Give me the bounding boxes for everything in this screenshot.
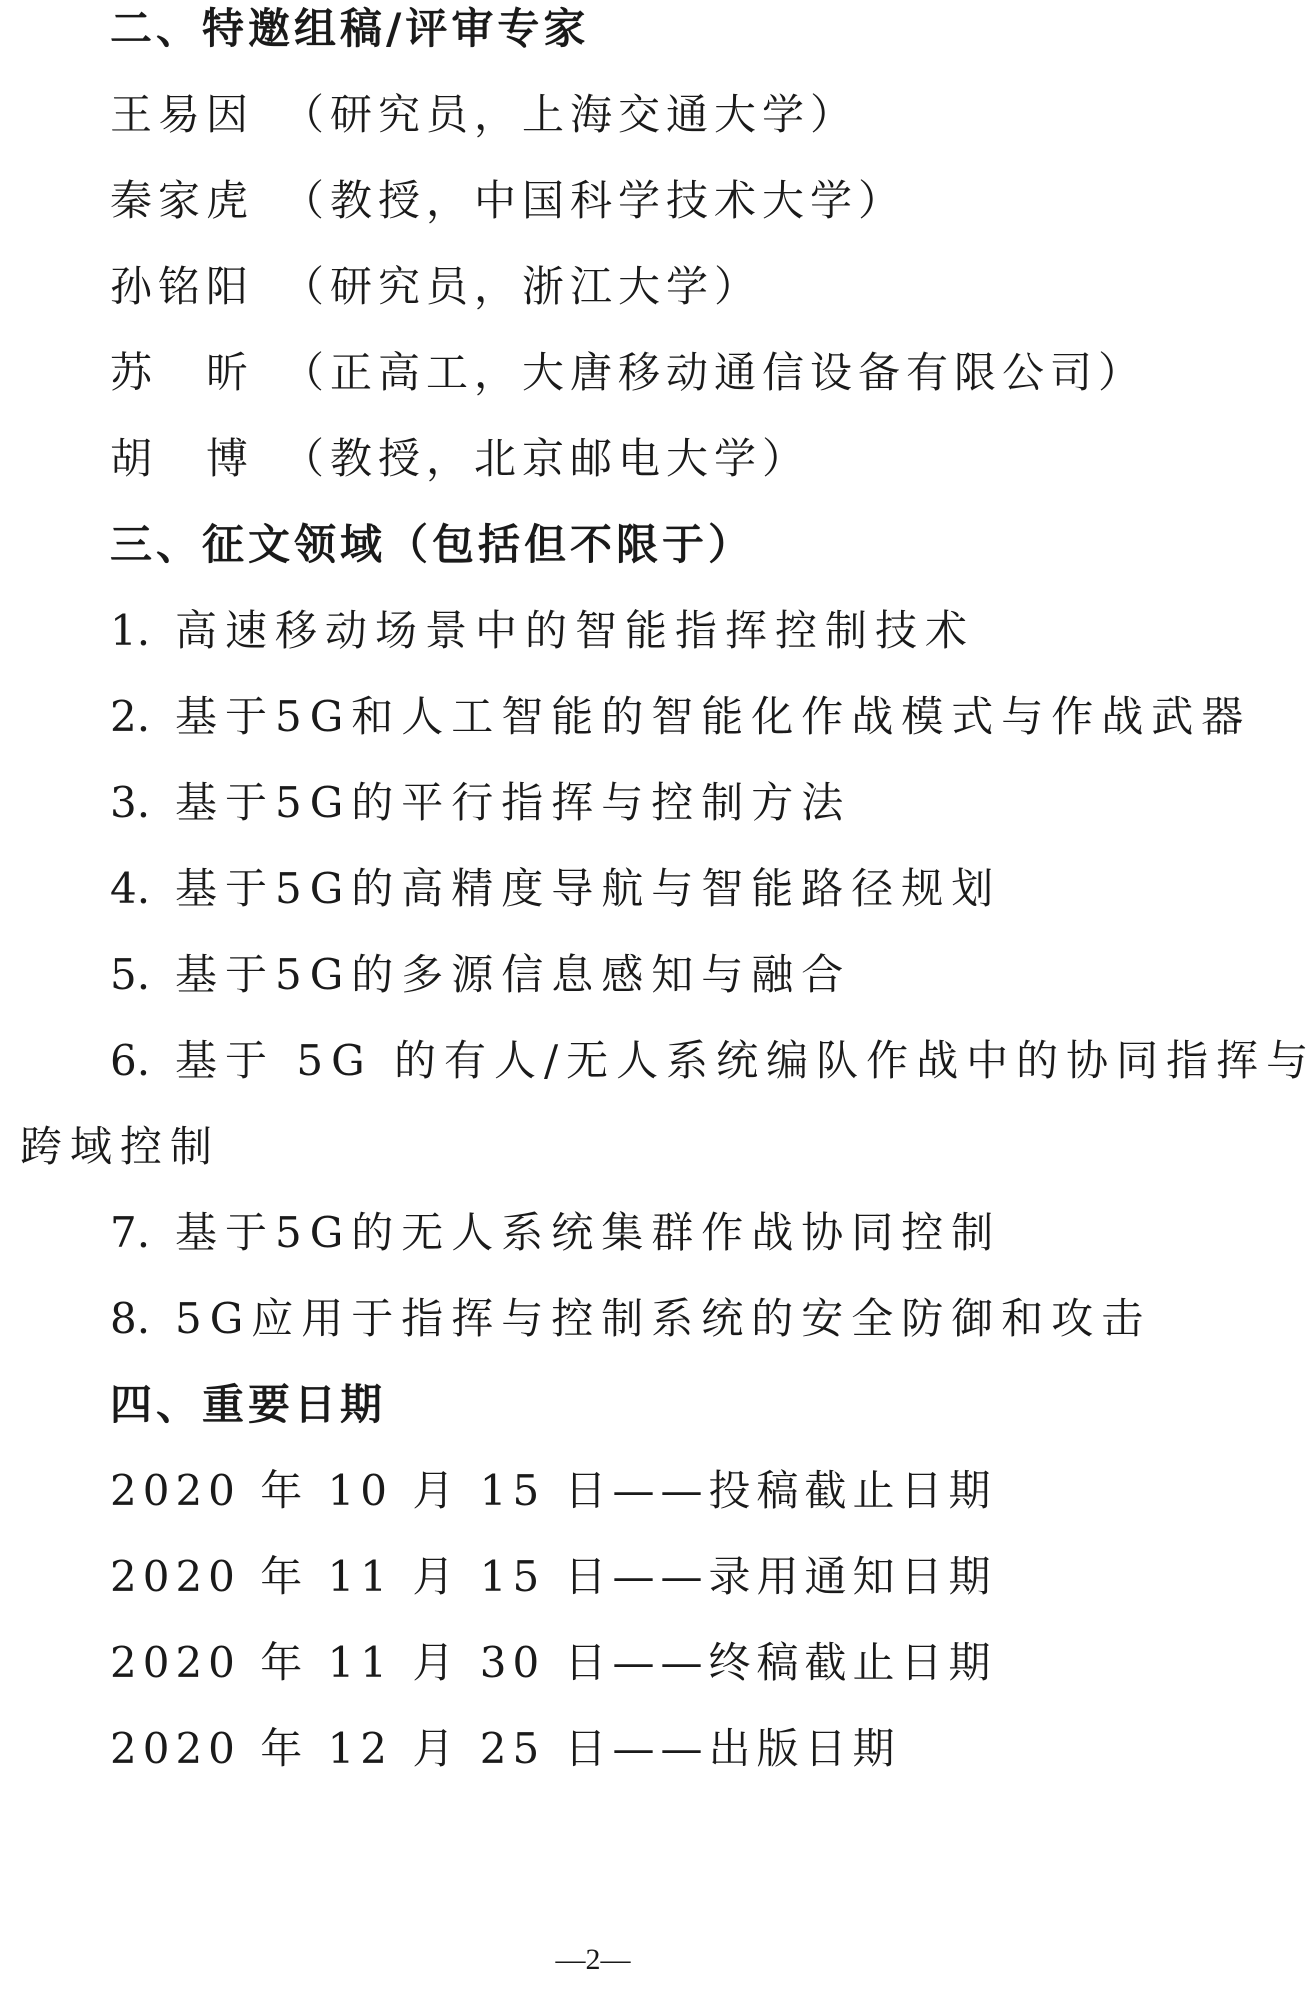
- expert-affiliation: （研究员，浙江大学）: [282, 262, 763, 311]
- expert-name: 王易因: [110, 90, 255, 139]
- expert-affiliation: （研究员，上海交通大学）: [282, 90, 859, 139]
- date-item: 2020 年 10 月 15 日——投稿截止日期: [110, 1466, 997, 1515]
- date-item: 2020 年 11 月 30 日——终稿截止日期: [110, 1638, 997, 1687]
- topic-text: 基于5G的多源信息感知与融合: [175, 950, 852, 999]
- topic-number: 3.: [110, 778, 151, 827]
- section-heading-experts: 二、特邀组稿/评审专家: [110, 4, 590, 53]
- expert-affiliation: （教授，中国科学技术大学）: [282, 176, 907, 225]
- expert-name: 孙铭阳: [110, 262, 255, 311]
- section-heading-topics: 三、征文领域（包括但不限于）: [110, 520, 755, 569]
- expert-name: 胡 博: [110, 434, 255, 483]
- expert-row: [110, 348, 1147, 397]
- page-number: —2—: [555, 1943, 631, 1976]
- topic-number: 6.: [110, 1036, 151, 1085]
- topic-text: 5G应用于指挥与控制系统的安全防御和攻击: [175, 1294, 1152, 1343]
- topic-number: 5.: [110, 950, 151, 999]
- expert-row: [110, 262, 763, 311]
- topic-item: [110, 778, 852, 827]
- date-item: 2020 年 12 月 25 日——出版日期: [110, 1724, 901, 1773]
- topic-number: 1.: [110, 606, 151, 655]
- expert-affiliation: （教授，北京邮电大学）: [282, 434, 811, 483]
- topic-number: 8.: [110, 1294, 151, 1343]
- topic-item: [110, 950, 852, 999]
- topic-item: [110, 864, 1002, 913]
- topic-item: [110, 606, 976, 655]
- topic-item: [110, 1294, 1152, 1343]
- section-heading-dates: 四、重要日期: [110, 1380, 387, 1429]
- date-item: 2020 年 11 月 15 日——录用通知日期: [110, 1552, 997, 1601]
- expert-row: [110, 434, 811, 483]
- topic-text: 基于5G的高精度导航与智能路径规划: [175, 864, 1002, 913]
- topic-text: 基于 5G 的有人/无人系统编队作战中的协同指挥与: [175, 1036, 1316, 1085]
- topic-item: [110, 1208, 1002, 1257]
- topic-item: [110, 1036, 1316, 1085]
- topic-text: 基于5G的无人系统集群作战协同控制: [175, 1208, 1002, 1257]
- topic-number: 4.: [110, 864, 151, 913]
- expert-name: 秦家虎: [110, 176, 255, 225]
- topic-item: [110, 692, 1252, 741]
- expert-affiliation: （正高工，大唐移动通信设备有限公司）: [282, 348, 1147, 397]
- topic-item-continuation: 跨域控制: [20, 1122, 221, 1171]
- expert-name: 苏 昕: [110, 348, 255, 397]
- topic-number: 7.: [110, 1208, 151, 1257]
- topic-number: 2.: [110, 692, 151, 741]
- topic-text: 基于5G的平行指挥与控制方法: [175, 778, 852, 827]
- topic-text: 基于5G和人工智能的智能化作战模式与作战武器: [175, 692, 1252, 741]
- expert-row: [110, 176, 907, 225]
- topic-text: 高速移动场景中的智能指挥控制技术: [175, 606, 976, 655]
- expert-row: [110, 90, 859, 139]
